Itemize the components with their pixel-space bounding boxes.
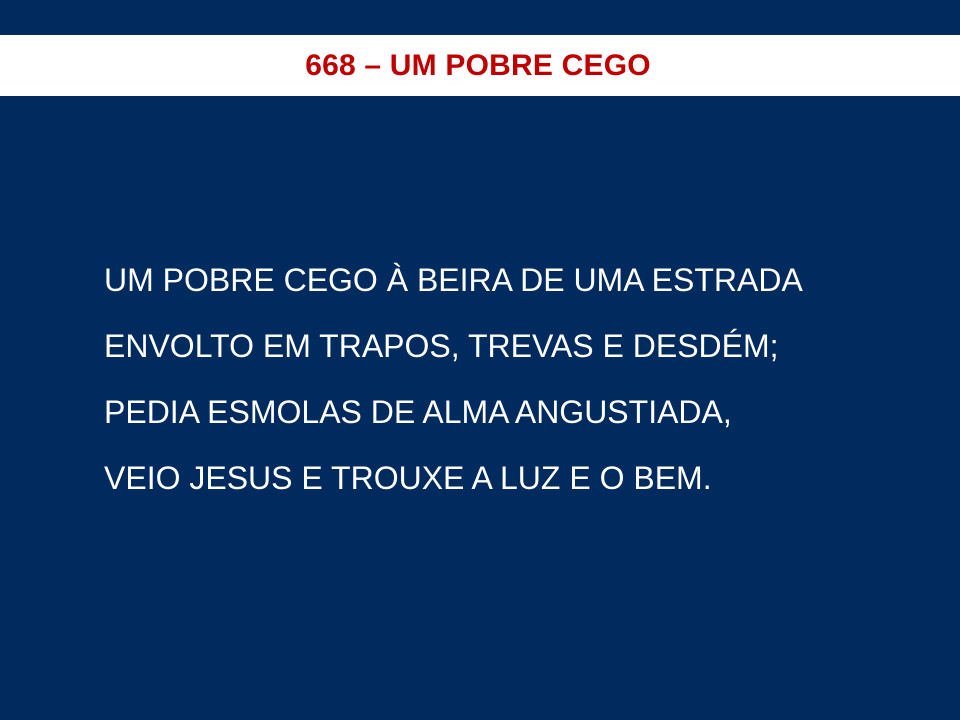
verse-text xyxy=(104,264,944,528)
verse-line: PEDIA ESMOLAS DE ALMA ANGUSTIADA, xyxy=(104,394,732,430)
verse-line: VEIO JESUS E TROUXE A LUZ E O BEM. xyxy=(104,460,712,496)
verse-line: UM POBRE CEGO À BEIRA DE UMA ESTRADA xyxy=(104,262,803,298)
verse-line: ENVOLTO EM TRAPOS, TREVAS E DESDÉM; xyxy=(104,328,779,364)
slide-title: 668 – UM POBRE CEGO xyxy=(305,48,651,82)
title-bar xyxy=(0,35,960,96)
